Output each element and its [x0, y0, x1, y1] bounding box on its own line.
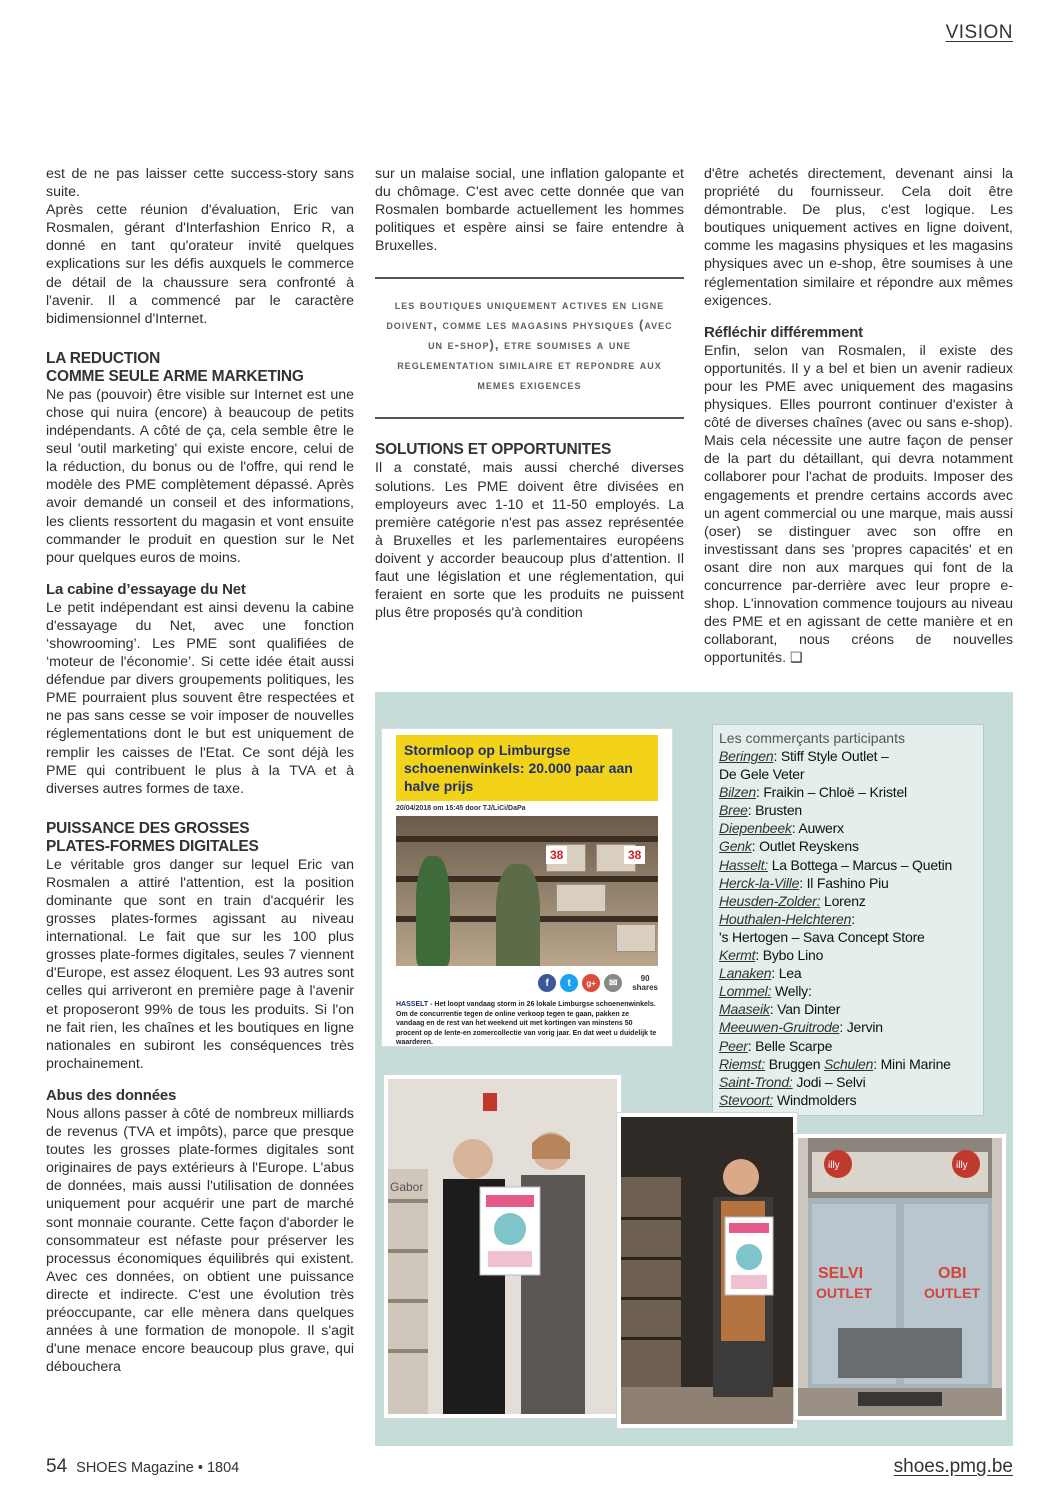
pullquote-rule-bottom: [375, 417, 684, 419]
paragraph: Le petit indépendant est ainsi devenu la cabine d'essayage du Net, avec une fonction ‘showrooming’. Les PME sont qualifiées de ‘moteur de l'économie’. Si cette idée était aussi défendue par divers groupements politiques, les PME pourraient plus souvent être respectées et ne pas sans cesse se voir imposer de nouvelles réglementations dont le but est uniquement de remplir les caisses de l'Etat. Ce sont déjà les PME qui contribuent le plus à la TVA et à diverses autres formes de taxe.: [46, 599, 354, 797]
news-caption: HASSELT - Het loopt vandaag storm in 26 lokale Limburgse schoenenwinkels. Om de concurrentie tegen de online verkoop tegen te gaan, pakken ze vandaag en de rest van het weekend uit met kortingen van minstens 50 procent op de lente-en zomercollectie van vorig jaar. En dat weet u duidelijk te waarderen.: [396, 1001, 657, 1046]
share-count: 90 shares: [632, 974, 658, 992]
news-photo: [396, 816, 658, 966]
article-column-2: [375, 165, 684, 622]
page-footer: [46, 1456, 239, 1478]
paragraph: Le véritable gros danger sur lequel Eric van Rosmalen a attiré l'attention, est la position dominante que sont en train d'acquérir les grosses plates-formes agissant au niveau international. Le fait que sur les 100 plus grosses plate-formes digitales, seules 7 viennent d'Europe, est assez éloquent. Les 93 autres sont celles qui arriveront en première page à l'avenir et proposeront 99% de tous les produits. Si l'on ne fait rien, les chaînes et les boutiques en ligne nationales en subiront les conséquences très prochainement.: [46, 856, 354, 1072]
price-tag: 38: [624, 846, 645, 864]
photo-illustration: [388, 1079, 617, 1414]
window-text: OBI: [938, 1265, 967, 1282]
participants-list: [719, 747, 977, 1109]
list-item: Bilzen: Fraikin – Chloë – Kristel: [719, 784, 907, 801]
subheading: Réfléchir différemment: [704, 323, 863, 341]
paragraph: sur un malaise social, une inflation galopante et du chômage. C'est avec cette donnée que van Rosmalen bombarde actuellement les hommes politiques et espère ainsi se faire entendre à Bruxelles.: [375, 166, 684, 255]
window-text: OUTLET: [924, 1285, 980, 1301]
participants-box: [712, 724, 984, 1116]
list-item: Peer: Belle Scarpe: [719, 1037, 833, 1054]
section-heading: SOLUTIONS ET OPPORTUNITES: [375, 441, 612, 459]
list-item: Bree: Brusten: [719, 802, 803, 819]
list-item: Heusden-Zolder: Lorenz: [719, 892, 866, 909]
list-item: Beringen: Stiff Style Outlet –: [719, 748, 889, 764]
store-sign: Gabor: [390, 1180, 424, 1194]
share-bar: [382, 966, 672, 996]
list-item: Saint-Trond: Jodi – Selvi: [719, 1073, 866, 1090]
article-column-3: [704, 165, 1013, 667]
twitter-icon[interactable]: t: [560, 974, 578, 992]
subheading: La cabine d’essayage du Net: [46, 580, 246, 598]
participants-title: Les commerçants participants: [719, 730, 905, 746]
paragraph: Il a constaté, mais aussi cherché diverses solutions. Les PME doivent être divisées en employeurs avec 1-10 et 11-50 employés. La première catégorie n'est pas assez représentée à Bruxelles et les parlementaires européens doivent y accorder beaucoup plus d'attention. Il faut une législation et une réglementation, qui feraient en sorte que les produits ne puissent plus être proposés qu'à condition: [375, 460, 684, 622]
end-mark-icon: ❑: [789, 650, 803, 667]
list-item: Lanaken: Lea: [719, 965, 802, 982]
article-column-1: [46, 165, 354, 1376]
store-sign: illy: [828, 1160, 840, 1171]
photo-illustration: [621, 1117, 793, 1424]
news-headline: Stormloop op Limburgse schoenenwinkels: 20.000 paar aan halve prijs: [396, 735, 658, 801]
list-item: Diepenbeek: Auwerx: [719, 820, 844, 837]
magazine-issue: SHOES Magazine • 1804: [76, 1460, 240, 1476]
page-number: 54: [46, 1456, 68, 1477]
facebook-icon[interactable]: f: [538, 974, 556, 992]
news-clipping: [381, 728, 673, 1047]
pullquote: les boutiques uniquement actives en ligne doivent, comme les magasins physiques (avec un e-shop), etre soumises a une reglementation similaire et repondre aux memes exigences: [386, 297, 673, 393]
paragraph: Enfin, selon van Rosmalen, il existe des opportunités. Il y a bel et bien un avenir radieux pour les PME avec uniquement des magasins physiques. Elles pourront continuer d'exister à côté de diverses chaînes (avec ou sans e-shop). Mais cela nécessite une autre façon de penser de la part du détaillant, qui devra notamment collaborer pour l'achat de produits. Imposer des engagements et prendre certains accords avec un agent commercial ou une marque, mais aussi (oser) se distinguer avec son offre en investissant dans ses 'propres capacités' et en osant dire non aux marques qui font de la concurrence par-derrière avec leur propre e-shop. L'innovation commence toujours au niveau des PME et en agissant de cette manière et en collaborant, nous créons de nouvelles opportunités. ❑: [704, 342, 1013, 667]
list-item: Stevoort: Windmolders: [719, 1091, 857, 1108]
list-item: Riemst: Bruggen Schulen: Mini Marine: [719, 1055, 951, 1072]
news-meta: 20/04/2018 om 15:45 door TJ/LiCi/DaPa: [396, 805, 526, 812]
list-item: Kermt: Bybo Lino: [719, 947, 824, 964]
photo-storefront: [794, 1134, 1006, 1420]
section-heading: LA REDUCTION COMME SEULE ARME MARKETING: [46, 349, 304, 385]
paragraph: d'être achetés directement, devenant ainsi la propriété du fournisseur. Cela doit être démontrable. De plus, c'est logique. Les boutiques uniquement actives en ligne doivent, comme les magasins physiques et les magasins physiques avec un e-shop, être soumises à une réglementation similaire et répondre aux mêmes exigences.: [704, 166, 1013, 309]
price-tag: 38: [546, 846, 567, 864]
section-tag: VISION: [945, 22, 1013, 43]
paragraph: est de ne pas laisser cette success-story sans suite.: [46, 166, 354, 201]
list-item: Houthalen-Helchteren:: [719, 910, 855, 927]
list-item: Maaseik: Van Dinter: [719, 1001, 841, 1018]
store-sign: illy: [956, 1160, 968, 1171]
window-text: OUTLET: [816, 1285, 872, 1301]
list-item: Herck-la-Ville: Il Fashino Piu: [719, 874, 889, 891]
subheading: Abus des données: [46, 1086, 177, 1104]
list-item: Genk: Outlet Reyskens: [719, 838, 859, 855]
website-link[interactable]: shoes.pmg.be: [893, 1456, 1013, 1477]
list-item: Lommel: Welly:: [719, 983, 812, 1000]
paragraph: Ne pas (pouvoir) être visible sur Internet est une chose qui nuira (encore) à beaucoup de petits indépendants. A côté de ça, cela semble être le seul 'outil marketing' qui existe encore, celui de la réduction, du bonus ou de l'offre, qui rend le modèle des PME complètement dépassé. Après avoir demandé un conseil et des informations, les clients ressortent du magasin et vont ensuite commander le produit en question sur le Net pour quelques euros de moins.: [46, 386, 354, 566]
mail-icon[interactable]: ✉: [604, 974, 622, 992]
paragraph: Après cette réunion d'évaluation, Eric van Rosmalen, gérant d'Interfashion Enrico R, a donné en tant qu'orateur invité quelques explications sur les défis auxquels le commerce de détail de la chaussure sera confronté à l'avenir. Il a commencé par le caractère bidimensionnel d'Internet.: [46, 202, 354, 327]
google-plus-icon[interactable]: g+: [582, 974, 600, 992]
photo-shop-owner: [617, 1113, 797, 1428]
section-heading: PUISSANCE DES GROSSES PLATES-FORMES DIGITALES: [46, 819, 259, 855]
photo-illustration: [798, 1138, 1002, 1416]
list-item: De Gele Veter: [719, 766, 805, 783]
list-item: Hasselt: La Bottega – Marcus – Quetin: [719, 856, 953, 873]
list-item: 's Hertogen – Sava Concept Store: [719, 928, 925, 945]
photo-shop-owners: [384, 1075, 621, 1418]
paragraph: Nous allons passer à côté de nombreux milliards de revenus (TVA et impôts), parce que presque toutes les grosses plate-formes digitales sont originaires de pays extérieurs à l'Europe. L'abus de données, mais aussi l'utilisation de données uniquement pour acquérir une part de marché sont monnaie courante. Cette façon d'aborder le consommateur est néfaste pour préserver les processus économiques équilibrés qui existent. Avec ces données, on obtient une puissance directe et indirecte. C'est une évolution très préoccupante, car elle mènera dans quelques années à une formation de monopole. Il s'agit d'une menace encore beaucoup plus grave, qui débouchera: [46, 1105, 354, 1376]
window-text: SELVI: [818, 1265, 864, 1282]
list-item: Meeuwen-Gruitrode: Jervin: [719, 1019, 883, 1036]
